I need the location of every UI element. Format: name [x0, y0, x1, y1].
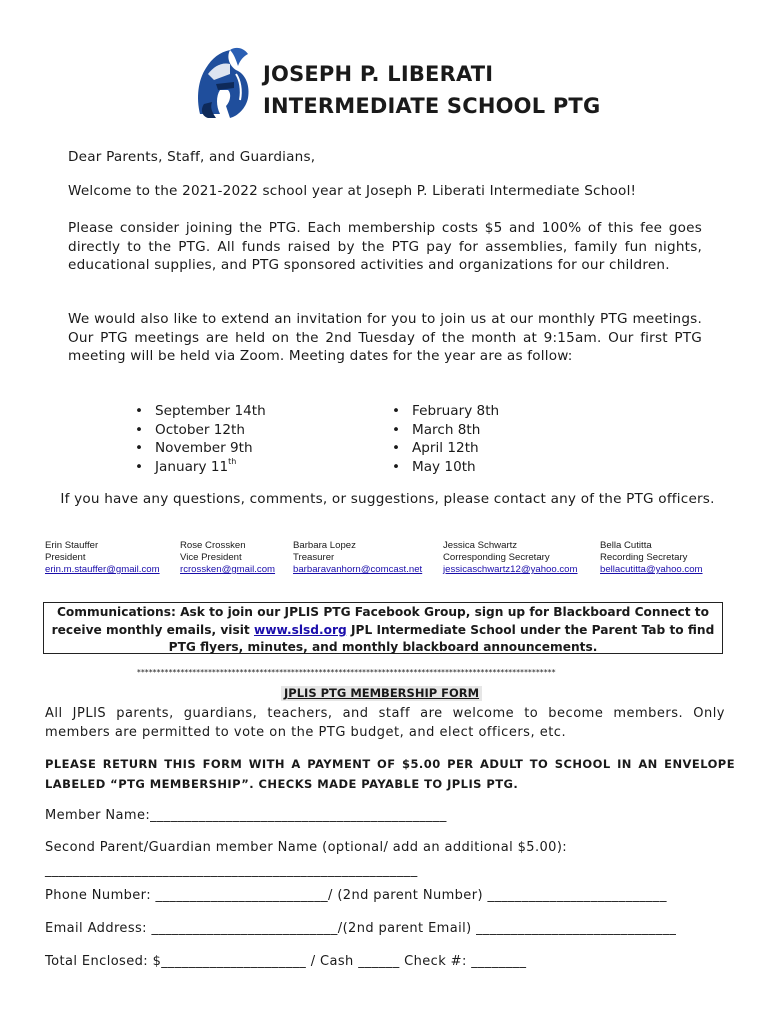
spartan-helmet-icon	[190, 44, 254, 122]
total-enclosed-field[interactable]: Total Enclosed: $_____________________ / Cash ______ Check #: ________	[45, 954, 527, 969]
officer-email-link[interactable]: barbaravanhorn@comcast.net	[293, 564, 423, 575]
list-item: • April 12th	[388, 439, 608, 458]
title-line-2: INTERMEDIATE SCHOOL PTG	[263, 94, 601, 118]
second-parent-name-field[interactable]: ______________________________________________________	[45, 863, 418, 878]
list-item: • November 9th	[131, 439, 351, 458]
second-parent-label: Second Parent/Guardian member Name (optional/ add an additional $5.00):	[45, 840, 568, 855]
separator: **********************************************************************************************************	[137, 668, 556, 677]
officer-email-link[interactable]: jessicaschwartz12@yahoo.com	[443, 564, 578, 575]
form-intro: All JPLIS parents, guardians, teachers, and staff are welcome to become members. Only members are permitted to vote on the PTG budget, and elect officers, etc.	[45, 706, 725, 740]
title-line-1: JOSEPH P. LIBERATI	[263, 62, 494, 86]
officer-card	[180, 540, 275, 576]
ordinal-suffix: th	[228, 456, 237, 466]
member-name-field[interactable]: Member Name:___________________________________________	[45, 808, 447, 823]
officer-name: Bella Cutitta	[600, 540, 652, 551]
officer-email-link[interactable]: rcrossken@gmail.com	[180, 564, 276, 575]
email-address-field[interactable]: Email Address: ___________________________/(2nd parent Email) _____________________________	[45, 921, 677, 936]
list-item: • October 12th	[131, 421, 351, 440]
list-item: • March 8th	[388, 421, 608, 440]
form-title: JPLIS PTG MEMBERSHIP FORM	[281, 686, 482, 701]
list-item	[131, 458, 351, 477]
meeting-dates-right	[388, 402, 608, 476]
officer-name: Erin Stauffer	[45, 540, 99, 551]
contact-paragraph: If you have any questions, comments, or suggestions, please contact any of the PTG officers.	[60, 491, 715, 507]
meetings-paragraph: We would also like to extend an invitation for you to join us at our monthly PTG meetings. Our PTG meetings are held on the 2nd Tuesday of the month at 9:15am. Our first PTG meeting will be held via Zoom. Meeting dates for the year are as follow:	[68, 311, 702, 364]
officer-role: Recording Secretary	[600, 552, 688, 563]
communications-tail: JPL Intermediate School under the Parent Tab to find PTG flyers, minutes, and monthly blackboard announcements.	[168, 622, 715, 654]
greeting: Dear Parents, Staff, and Guardians,	[68, 149, 316, 165]
officer-role: Corresponding Secretary	[443, 552, 550, 563]
officer-card	[293, 540, 422, 576]
communications-box	[43, 602, 723, 654]
meeting-dates-left	[131, 402, 351, 476]
officer-email-link[interactable]: erin.m.stauffer@gmail.com	[45, 564, 160, 575]
officer-role: Treasurer	[293, 552, 335, 563]
list-item: • May 10th	[388, 458, 608, 477]
officer-email-link[interactable]: bellacutitta@yahoo.com	[600, 564, 703, 575]
return-instructions-line-1: PLEASE RETURN THIS FORM WITH A PAYMENT OF $5.00 PER ADULT TO SCHOOL IN AN ENVELOPE	[45, 757, 735, 771]
communications-lead: Communications: Ask to join our JPLIS PTG Facebook Group, sign up for Blackboard Connect to receive monthly emails, visit	[51, 605, 710, 637]
officer-name: Rose Crossken	[180, 540, 246, 551]
website-link[interactable]: www.slsd.org	[253, 622, 347, 637]
phone-number-field[interactable]: Phone Number: _________________________/ (2nd parent Number) __________________________	[45, 888, 667, 903]
list-item: • September 14th	[131, 402, 351, 421]
officer-role: President	[45, 552, 86, 563]
officer-name: Jessica Schwartz	[443, 540, 518, 551]
january-date: January 11	[155, 458, 229, 475]
officer-name: Barbara Lopez	[293, 540, 356, 551]
return-instructions-line-2: LABELED “PTG MEMBERSHIP”. CHECKS MADE PAYABLE TO JPLIS PTG.	[45, 777, 519, 791]
list-item: • February 8th	[388, 402, 608, 421]
page-title	[263, 58, 600, 122]
officer-card	[45, 540, 160, 576]
membership-paragraph: Please consider joining the PTG. Each membership costs $5 and 100% of this fee goes directly to the PTG. All funds raised by the PTG pay for assemblies, family fun nights, educational supplies, and PTG sponsored activities and organizations for our children.	[68, 220, 702, 273]
welcome-paragraph: Welcome to the 2021-2022 school year at Joseph P. Liberati Intermediate School!	[68, 183, 637, 199]
officer-role: Vice President	[180, 552, 242, 563]
officer-card	[600, 540, 703, 576]
officer-card	[443, 540, 578, 576]
